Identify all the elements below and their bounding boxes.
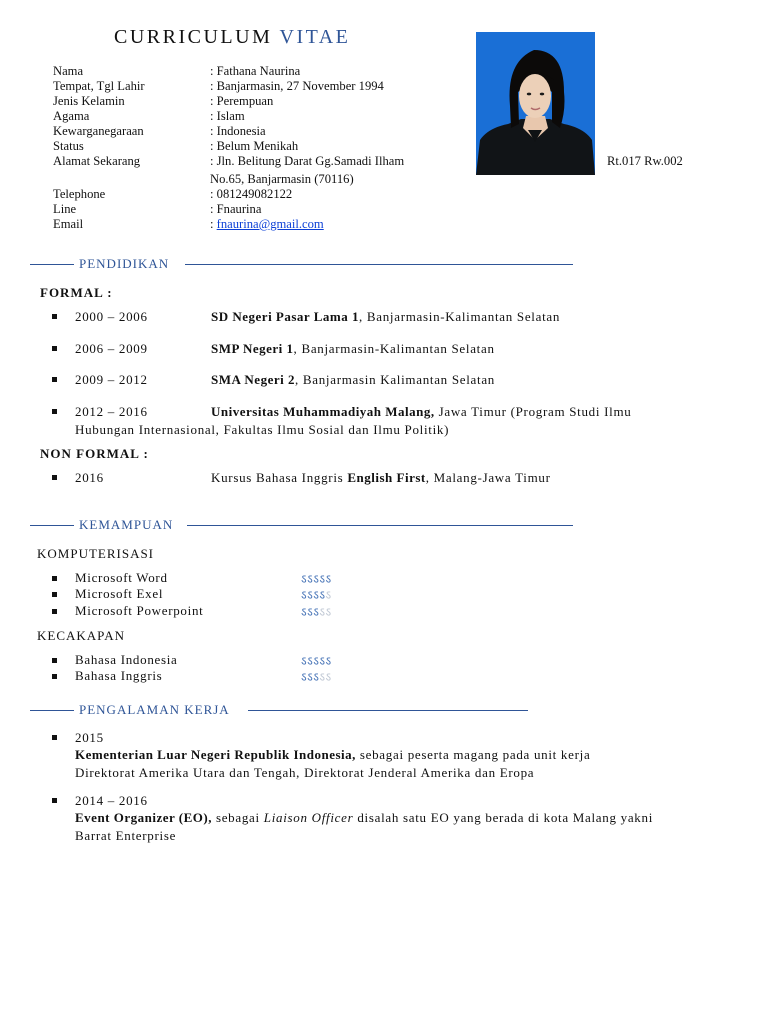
section-header-pengalaman <box>30 702 530 718</box>
edu-school: Universitas Muhammadiyah Malang, <box>211 404 435 419</box>
bullet <box>52 658 57 663</box>
value-jenis-kelamin: : Perempuan <box>210 94 274 108</box>
course-name: English First <box>347 470 426 485</box>
section-rule <box>30 525 74 526</box>
edu-school-row <box>211 372 495 388</box>
bullet <box>52 576 57 581</box>
label-telephone: Telephone <box>53 187 106 201</box>
edu-years: 2016 <box>75 470 104 485</box>
rating-glyph-icon: ऽ <box>307 654 314 668</box>
section-header-kemampuan <box>30 517 574 533</box>
bullet <box>52 609 57 614</box>
exp-org: Kementerian Luar Negeri Republik Indonesia, <box>75 747 356 762</box>
bullet <box>52 346 57 351</box>
skill-name: Bahasa Inggris <box>75 668 163 683</box>
edu-years: 2006 – 2009 <box>75 341 148 356</box>
title-vitae: VITAE <box>279 26 351 48</box>
label-email: Email <box>53 217 84 231</box>
edu-years: 2012 – 2016 <box>75 404 148 419</box>
bullet <box>52 409 57 414</box>
section-rule <box>248 710 528 711</box>
rating-glyph-icon: ऽ <box>301 572 308 586</box>
rating-glyph-icon: ऽ <box>313 572 320 586</box>
section-rule <box>30 264 74 265</box>
value-alamat-cont: No.65, Banjarmasin (70116) <box>210 172 354 186</box>
edu-location: , Banjarmasin-Kalimantan Selatan <box>293 341 495 356</box>
rating-glyph-icon: ऽ <box>313 670 320 684</box>
skill-name: Microsoft Powerpoint <box>75 603 204 618</box>
rating-glyph-icon: ऽ <box>319 670 326 684</box>
exp-role: Liaison Officer <box>263 810 354 825</box>
rating-glyph-icon: ऽ <box>307 605 314 619</box>
rating-glyph-icon: ऽ <box>313 588 320 602</box>
rating-glyph-icon: ऽ <box>319 588 326 602</box>
edu-school: SD Negeri Pasar Lama 1 <box>211 309 359 324</box>
rating-glyph-icon: ऽ <box>307 588 314 602</box>
edu-school-row <box>211 404 632 420</box>
edu-years: 2009 – 2012 <box>75 372 148 387</box>
edu-location: , Banjarmasin-Kalimantan Selatan <box>358 309 561 324</box>
value-email-row <box>210 217 324 232</box>
section-header-pendidikan <box>30 256 574 272</box>
exp-row <box>75 747 590 763</box>
edu-location: Jawa Timur (Program Studi Ilmu <box>434 404 632 419</box>
bullet <box>52 377 57 382</box>
bullet <box>52 735 57 740</box>
value-nama: : Fathana Naurina <box>210 64 301 78</box>
edu-school-row <box>211 309 560 325</box>
rating-glyph-icon: ऽ <box>307 572 314 586</box>
rating-glyph-icon: ऽ <box>301 670 308 684</box>
person-photo-icon <box>476 32 595 175</box>
value-alamat-rt-rw: Rt.017 Rw.002 <box>607 154 683 168</box>
rating-glyph-icon: ऽ <box>319 605 326 619</box>
course-prefix: Kursus Bahasa Inggris <box>211 470 348 485</box>
exp-desc-pre: sebagai <box>212 810 264 825</box>
profile-photo <box>476 32 595 175</box>
exp-desc: disalah satu EO yang berada di kota Malang yakni <box>353 810 654 825</box>
edu-location: , Banjarmasin Kalimantan Selatan <box>294 372 495 387</box>
skill-name: Microsoft Exel <box>75 586 164 601</box>
section-rule <box>185 264 573 265</box>
label-line: Line <box>53 202 77 216</box>
label-kewarganegaraan: Kewarganegaraan <box>53 124 144 138</box>
section-title-kemampuan: KEMAMPUAN <box>79 517 174 532</box>
rating-glyph-icon: ऽ <box>301 605 308 619</box>
rating-glyph-icon: ऽ <box>325 572 332 586</box>
course-location: , Malang-Jawa Timur <box>425 470 551 485</box>
page-title <box>114 26 350 49</box>
skill-rating <box>301 652 332 669</box>
rating-glyph-icon: ऽ <box>301 588 308 602</box>
rating-glyph-icon: ऽ <box>325 654 332 668</box>
value-status: : Belum Menikah <box>210 139 299 153</box>
value-line: : Fnaurina <box>210 202 262 216</box>
section-rule <box>187 525 573 526</box>
skill-name: Bahasa Indonesia <box>75 652 178 667</box>
edu-school-cont: Hubungan Internasional, Fakultas Ilmu Sosial dan Ilmu Politik) <box>75 422 450 437</box>
bullet <box>52 592 57 597</box>
rating-glyph-icon: ऽ <box>313 654 320 668</box>
rating-glyph-icon: ऽ <box>325 588 332 602</box>
edu-school: SMP Negeri 1 <box>211 341 294 356</box>
label-nama: Nama <box>53 64 84 78</box>
skill-rating <box>301 668 332 685</box>
edu-school: SMA Negeri 2 <box>211 372 295 387</box>
skill-rating <box>301 603 332 620</box>
title-curriculum: CURRICULUM <box>114 26 273 48</box>
label-alamat: Alamat Sekarang <box>53 154 141 168</box>
label-status: Status <box>53 139 84 153</box>
skill-name: Microsoft Word <box>75 570 168 585</box>
skill-rating <box>301 586 332 603</box>
email-prefix: : <box>210 217 217 231</box>
rating-glyph-icon: ऽ <box>319 572 326 586</box>
section-title-pengalaman: PENGALAMAN KERJA <box>79 702 230 717</box>
value-tempat-tgl-lahir: : Banjarmasin, 27 November 1994 <box>210 79 384 93</box>
bullet <box>52 314 57 319</box>
subheading-non-formal: NON FORMAL : <box>40 446 149 461</box>
exp-desc-cont: Barrat Enterprise <box>75 828 177 843</box>
subheading-formal: FORMAL : <box>40 285 113 300</box>
edu-course-row <box>211 470 551 486</box>
rating-glyph-icon: ऽ <box>313 605 320 619</box>
value-kewarganegaraan: : Indonesia <box>210 124 266 138</box>
exp-desc: sebagai peserta magang pada unit kerja <box>355 747 591 762</box>
rating-glyph-icon: ऽ <box>325 670 332 684</box>
edu-years: 2000 – 2006 <box>75 309 148 324</box>
subheading-kecakapan: KECAKAPAN <box>37 628 125 643</box>
label-jenis-kelamin: Jenis Kelamin <box>53 94 125 108</box>
section-rule <box>30 710 74 711</box>
value-agama: : Islam <box>210 109 245 123</box>
rating-glyph-icon: ऽ <box>319 654 326 668</box>
bullet <box>52 475 57 480</box>
subheading-komputerisasi: KOMPUTERISASI <box>37 546 155 561</box>
rating-glyph-icon: ऽ <box>307 670 314 684</box>
value-telephone: : 081249082122 <box>210 187 293 201</box>
exp-org: Event Organizer (EO), <box>75 810 212 825</box>
email-link[interactable]: fnaurina@gmail.com <box>216 217 324 231</box>
section-title-pendidikan: PENDIDIKAN <box>79 256 170 271</box>
rating-glyph-icon: ऽ <box>325 605 332 619</box>
exp-years: 2015 <box>75 730 104 745</box>
label-agama: Agama <box>53 109 90 123</box>
edu-school-row <box>211 341 495 357</box>
skill-rating <box>301 570 332 587</box>
value-alamat: : Jln. Belitung Darat Gg.Samadi Ilham <box>210 154 405 168</box>
rating-glyph-icon: ऽ <box>301 654 308 668</box>
exp-desc-cont: Direktorat Amerika Utara dan Tengah, Direktorat Jenderal Amerika dan Eropa <box>75 765 535 780</box>
label-tempat-tgl-lahir: Tempat, Tgl Lahir <box>53 79 145 93</box>
exp-row <box>75 810 653 826</box>
exp-years: 2014 – 2016 <box>75 793 148 808</box>
bullet <box>52 674 57 679</box>
bullet <box>52 798 57 803</box>
